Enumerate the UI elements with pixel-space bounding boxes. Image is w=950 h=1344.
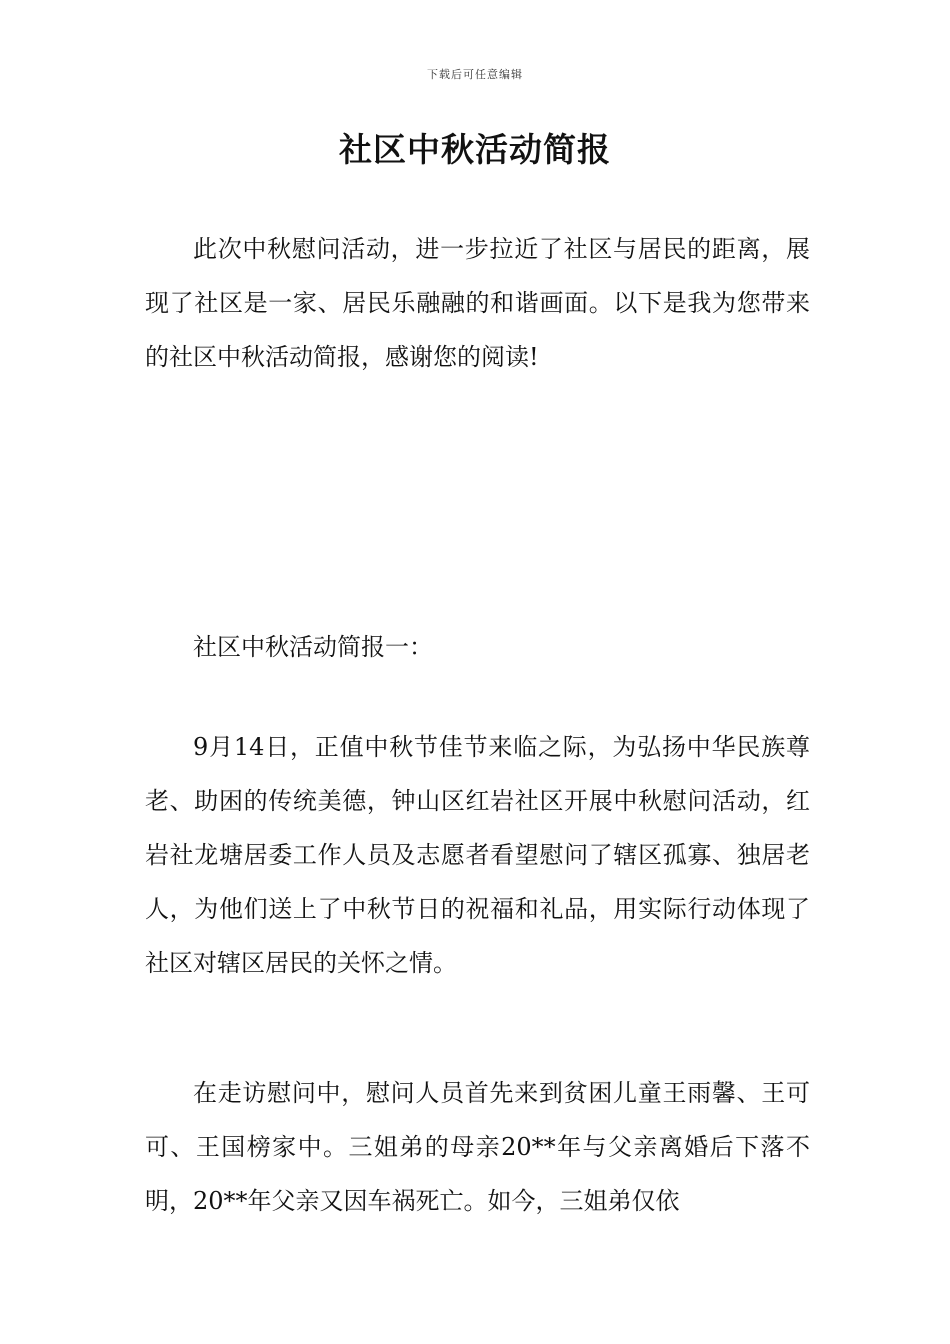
section-heading: 社区中秋活动简报一： [193,633,433,661]
body-paragraph-1: 9月14日，正值中秋节佳节来临之际，为弘扬中华民族尊老、助困的传统美德，钟山区红岩社区开展中秋慰问活动，红岩社龙塘居委工作人员及志愿者看望慰问了辖区孤寡、独居老人，为他们送上了中秋节日的祝福和礼品，用实际行动体现了社区对辖区居民的关怀之情。 [145,733,810,977]
body-paragraph-2: 在走访慰问中，慰问人员首先来到贫困儿童王雨馨、王可可、王国榜家中。三姐弟的母亲20**年与父亲离婚后下落不明，20**年父亲又因车祸死亡。如今，三姐弟仅依 [145,1079,810,1215]
document-title: 社区中秋活动简报 [339,130,611,169]
header-note: 下载后可任意编辑 [427,68,523,81]
intro-paragraph: 此次中秋慰问活动，进一步拉近了社区与居民的距离，展现了社区是一家、居民乐融融的和谐画面。以下是我为您带来的社区中秋活动简报，感谢您的阅读! [145,235,810,371]
